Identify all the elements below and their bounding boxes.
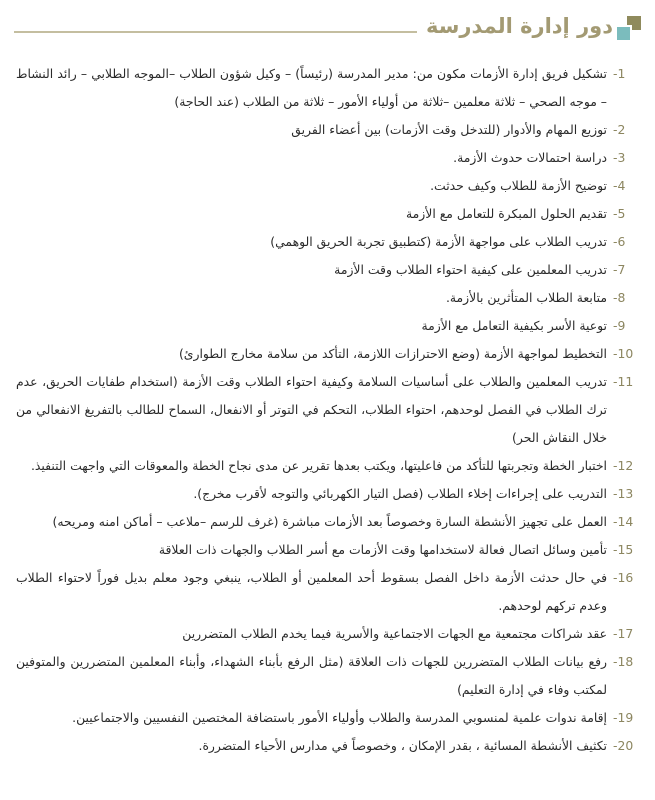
list-item (16, 116, 645, 144)
item-number: -18 (613, 654, 634, 669)
list-item (16, 564, 645, 620)
list-item (16, 228, 645, 256)
list-item (16, 340, 645, 368)
item-text: إقامة ندوات علمية لمنسوبي المدرسة والطلاب وأولياء الأمور باستضافة المختصين النفسيين والاجتماعيين. (72, 710, 607, 725)
item-text: توضيح الأزمة للطلاب وكيف حدثت. (430, 178, 607, 193)
item-number: -19 (613, 710, 634, 725)
page-title: دور إدارة المدرسة (426, 14, 613, 38)
header-squares-icon (619, 16, 641, 38)
item-number: -14 (613, 514, 634, 529)
list-item (16, 368, 645, 452)
item-text: تقديم الحلول المبكرة للتعامل مع الأزمة (405, 206, 607, 221)
item-number: -1 (613, 66, 626, 81)
list-item (16, 480, 645, 508)
header-divider (14, 31, 417, 33)
item-number: -4 (613, 178, 626, 193)
list-item (16, 732, 645, 760)
list-item (16, 704, 645, 732)
item-text: توعية الأسر بكيفية التعامل مع الأزمة (421, 318, 607, 333)
item-text: رفع بيانات الطلاب المتضررين للجهات ذات العلاقة (مثل الرفع بأبناء الشهداء، وأبناء المعلمين المتضررين والمتوفين لمكتب وفاء في إدارة التعليم) (16, 654, 607, 697)
list-item (16, 536, 645, 564)
list-item (16, 60, 645, 116)
item-text: تكثيف الأنشطة المسائية ، بقدر الإمكان ، وخصوصاً في مدارس الأحياء المتضررة. (198, 738, 607, 753)
item-text: تدريب المعلمين على كيفية احتواء الطلاب وقت الأزمة (334, 262, 607, 277)
item-number: -15 (613, 542, 634, 557)
item-number: -16 (613, 570, 634, 585)
item-number: -13 (613, 486, 634, 501)
item-number: -9 (613, 318, 626, 333)
item-number: -8 (613, 290, 626, 305)
item-number: -20 (613, 738, 634, 753)
item-text: متابعة الطلاب المتأثرين بالأزمة. (445, 290, 607, 305)
item-number: -12 (613, 458, 634, 473)
item-number: -7 (613, 262, 626, 277)
item-text: عقد شراكات مجتمعية مع الجهات الاجتماعية والأسرية فيما يخدم الطلاب المتضررين (182, 626, 607, 641)
list-item (16, 256, 645, 284)
item-text: تشكيل فريق إدارة الأزمات مكون من: مدير المدرسة (رئيساً) – وكيل شؤون الطلاب –الموجه الطلابي – رائد النشاط – موجه الصحي – ثلاثة معلمين –ثلاثة من أولياء الأمور – ثلاثة من الطلاب (عند الحاجة) (16, 66, 607, 109)
item-text: دراسة احتمالات حدوث الأزمة. (453, 150, 607, 165)
list-item (16, 144, 645, 172)
list-item (16, 284, 645, 312)
item-text: توزيع المهام والأدوار (للتدخل وقت الأزمات) بين أعضاء الفريق (291, 122, 607, 137)
item-number: -5 (613, 206, 626, 221)
item-text: تدريب الطلاب على مواجهة الأزمة (كتطبيق تجربة الحريق الوهمي) (270, 234, 607, 249)
item-text: تدريب المعلمين والطلاب على أساسيات السلامة وكيفية احتواء الطلاب وقت الأزمة (استخدام طفايات الحريق، عدم ترك الطلاب في الفصل لوحدهم، احتواء الطلاب، التحكم في التوتر أو الانفعال، السماح للطالب بالتفريغ الانفعالي من خلال النقاش الحر) (16, 374, 607, 445)
item-text: التدريب على إجراءات إخلاء الطلاب (فصل التيار الكهربائي والتوجه لأقرب مخرج). (193, 486, 607, 501)
list-item (16, 200, 645, 228)
section-header (0, 12, 655, 46)
list-item (16, 648, 645, 704)
list-item (16, 508, 645, 536)
list-item (16, 172, 645, 200)
item-number: -3 (613, 150, 626, 165)
item-text: تأمين وسائل اتصال فعالة لاستخدامها وقت الأزمات مع أسر الطلاب والجهات ذات العلاقة (158, 542, 607, 557)
teal-square-icon (615, 25, 632, 42)
item-text: العمل على تجهيز الأنشطة السارة وخصوصاً بعد الأزمات مباشرة (غرف للرسم –ملاعب – أماكن امنه ومريحه) (52, 514, 607, 529)
item-text: في حال حدثت الأزمة داخل الفصل بسقوط أحد المعلمين أو الطلاب، ينبغي وجود معلم بديل فوراً لاحتواء الطلاب وعدم تركهم لوحدهم. (16, 570, 607, 613)
item-number: -10 (613, 346, 634, 361)
item-number: -17 (613, 626, 634, 641)
list-item (16, 312, 645, 340)
item-text: التخطيط لمواجهة الأزمة (وضع الاحترازات اللازمة، التأكد من سلامة مخارج الطوارئ) (178, 346, 607, 361)
responsibilities-list (16, 60, 645, 760)
item-number: -11 (613, 374, 634, 389)
list-item (16, 452, 645, 480)
list-item (16, 620, 645, 648)
item-text: اختبار الخطة وتجربتها للتأكد من فاعليتها، ويكتب بعدها تقرير عن مدى نجاح الخطة والمعوقات التي واجهت التنفيذ. (30, 458, 607, 473)
item-number: -2 (613, 122, 626, 137)
item-number: -6 (613, 234, 626, 249)
